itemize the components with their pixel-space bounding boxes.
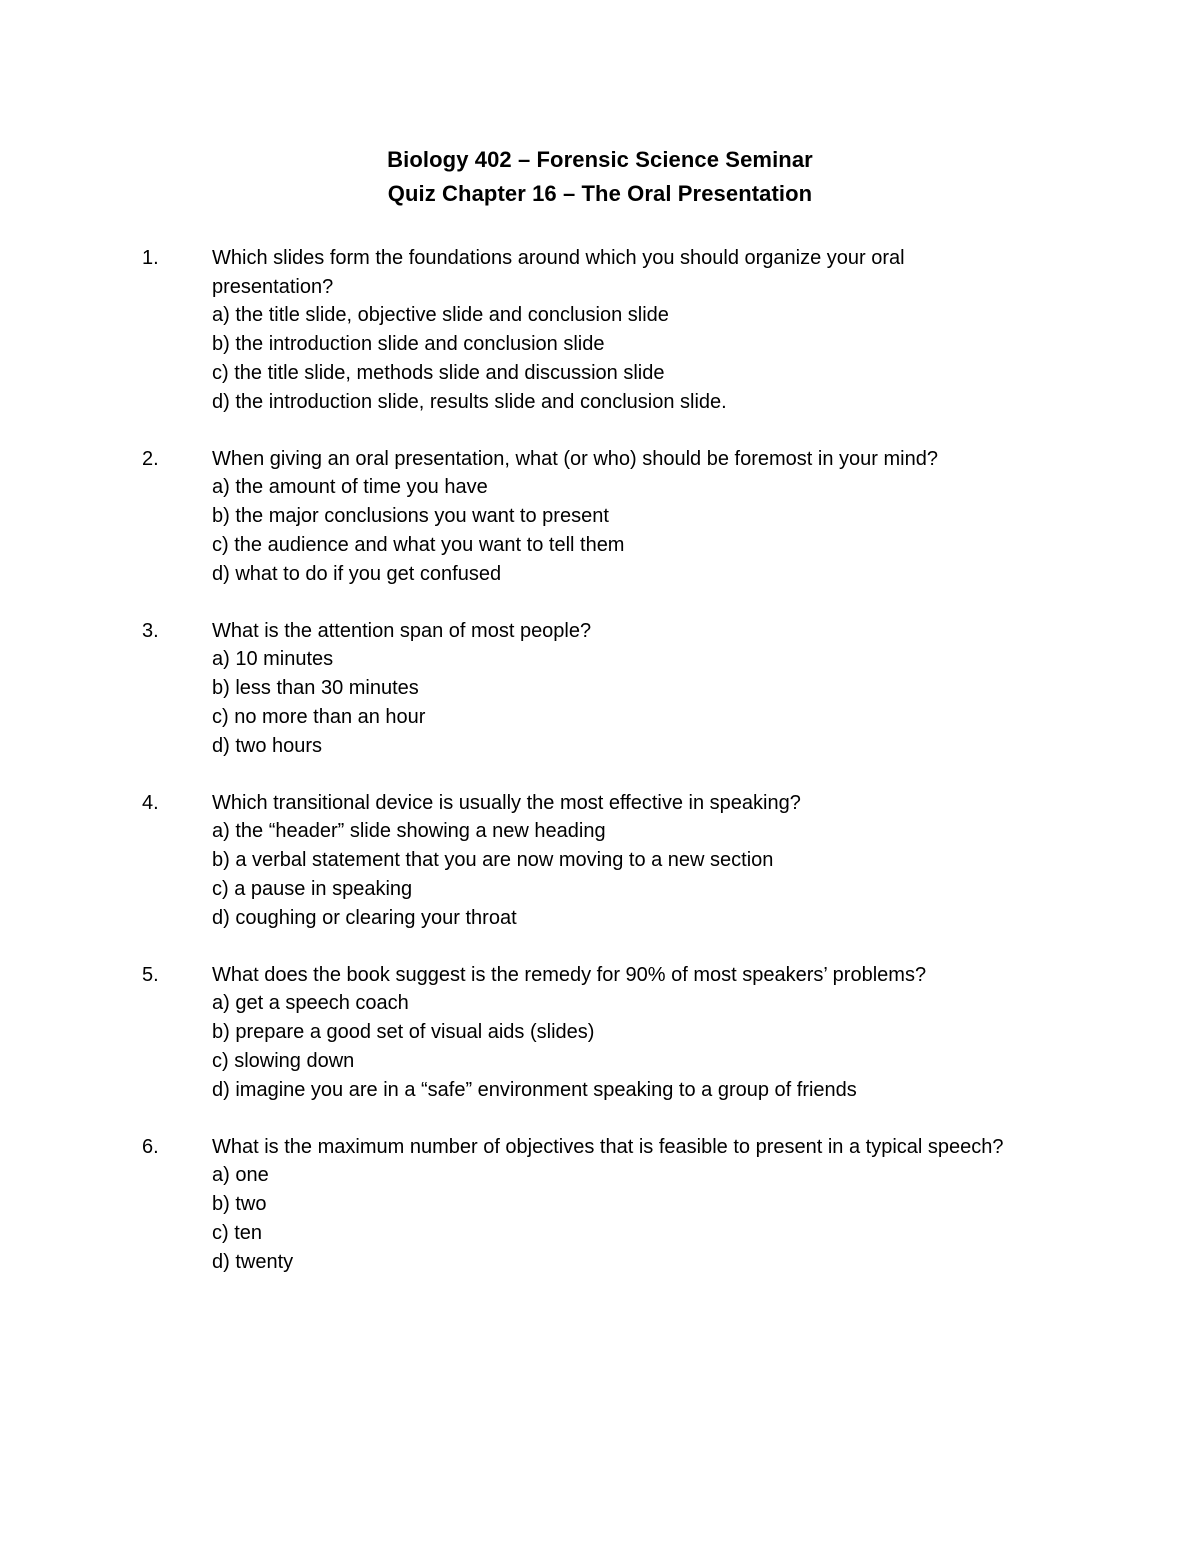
answer-option-b: b) prepare a good set of visual aids (slides) <box>212 1021 595 1044</box>
question-body <box>212 789 1012 933</box>
answer-option-a: a) the amount of time you have <box>212 476 488 499</box>
question-body <box>212 445 1012 589</box>
answer-option-a: a) the “header” slide showing a new heading <box>212 820 606 843</box>
question-5 <box>0 961 1200 1105</box>
question-body <box>212 1133 1012 1277</box>
question-text: Which transitional device is usually the most effective in speaking? <box>212 791 801 814</box>
answer-option-c: c) the title slide, methods slide and discussion slide <box>212 361 665 384</box>
answer-option-b: b) two <box>212 1193 267 1216</box>
question-text: What does the book suggest is the remedy for 90% of most speakers’ problems? <box>212 963 927 986</box>
question-text: Which slides form the foundations around which you should organize your oral presentation? <box>212 247 905 298</box>
question-4 <box>0 789 1200 933</box>
question-list <box>0 244 1200 1305</box>
document-header <box>0 143 1200 211</box>
answer-option-a: a) one <box>212 1164 269 1187</box>
question-body <box>212 617 1012 761</box>
document-title: Biology 402 – Forensic Science Seminar <box>387 147 813 172</box>
answer-option-c: c) slowing down <box>212 1049 355 1072</box>
question-number: 6. <box>142 1135 159 1158</box>
question-number: 1. <box>142 247 159 269</box>
answer-option-d: d) the introduction slide, results slide and conclusion slide. <box>212 390 727 413</box>
answer-option-b: b) a verbal statement that you are now moving to a new section <box>212 849 774 872</box>
question-body <box>212 244 1012 416</box>
answer-option-c: c) ten <box>212 1221 263 1244</box>
question-1 <box>0 244 1200 416</box>
question-number: 2. <box>142 447 159 470</box>
answer-option-a: a) the title slide, objective slide and conclusion slide <box>212 304 669 327</box>
document-subtitle: Quiz Chapter 16 – The Oral Presentation <box>387 181 813 206</box>
answer-option-c: c) no more than an hour <box>212 705 426 728</box>
answer-option-a: a) get a speech coach <box>212 992 409 1015</box>
question-number: 4. <box>142 791 159 814</box>
answer-option-d: d) imagine you are in a “safe” environment speaking to a group of friends <box>212 1078 857 1101</box>
question-body <box>212 961 1012 1105</box>
question-6 <box>0 1133 1200 1277</box>
question-number: 3. <box>142 619 159 642</box>
answer-option-a: a) 10 minutes <box>212 648 334 671</box>
answer-option-b: b) less than 30 minutes <box>212 677 419 700</box>
answer-option-c: c) the audience and what you want to tell them <box>212 533 625 556</box>
answer-option-d: d) two hours <box>212 734 323 757</box>
question-text: What is the attention span of most people? <box>212 619 592 642</box>
answer-option-c: c) a pause in speaking <box>212 877 413 900</box>
answer-option-b: b) the introduction slide and conclusion slide <box>212 333 605 356</box>
answer-option-b: b) the major conclusions you want to present <box>212 505 609 528</box>
answer-option-d: d) what to do if you get confused <box>212 562 502 585</box>
question-2 <box>0 445 1200 589</box>
answer-option-d: d) twenty <box>212 1250 294 1273</box>
question-3 <box>0 617 1200 761</box>
question-text: What is the maximum number of objectives that is feasible to present in a typical speech? <box>212 1135 1004 1158</box>
question-number: 5. <box>142 963 159 986</box>
question-text: When giving an oral presentation, what (or who) should be foremost in your mind? <box>212 447 938 470</box>
answer-option-d: d) coughing or clearing your throat <box>212 906 517 929</box>
